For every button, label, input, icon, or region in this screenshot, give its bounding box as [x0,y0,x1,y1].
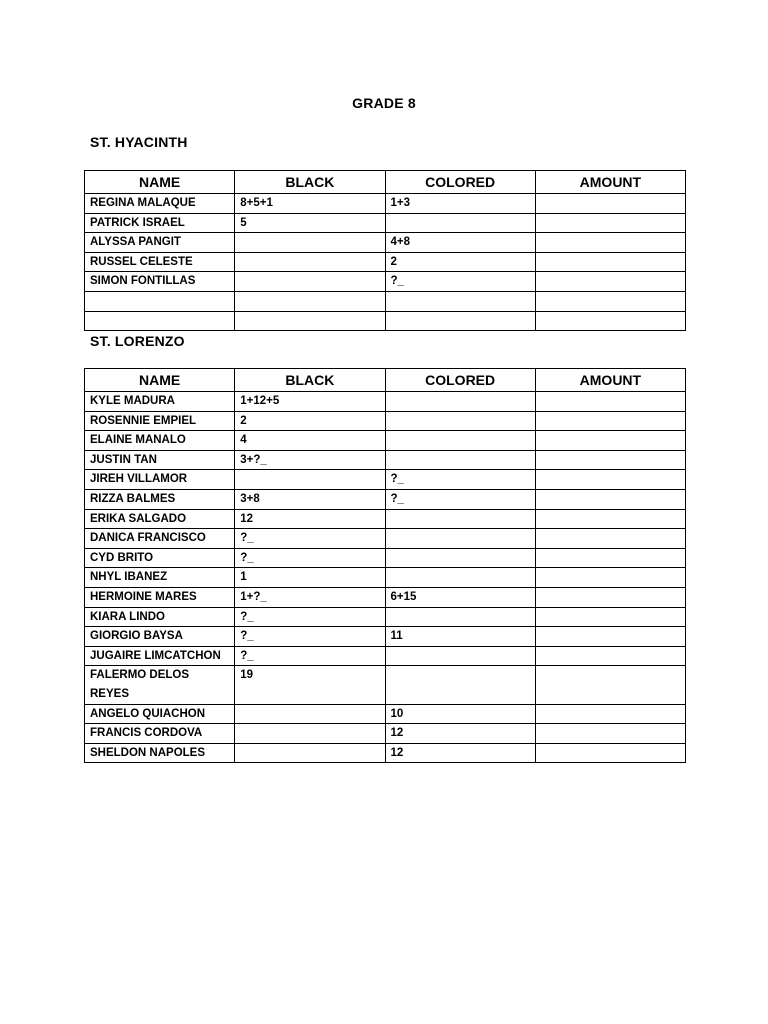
table-header [85,171,686,194]
cell-colored [385,311,535,331]
cell-colored: 6+15 [385,587,535,607]
cell-amount [535,392,685,412]
table-row [85,431,686,451]
cell-colored: ?_ [385,470,535,490]
cell-colored: 10 [385,704,535,724]
cell-amount [535,291,685,311]
cell-amount [535,646,685,666]
cell-black: 8+5+1 [235,194,385,214]
cell-name: JUSTIN TAN [85,450,235,470]
cell-black: 1+12+5 [235,392,385,412]
cell-black: 2 [235,411,385,431]
cell-amount [535,509,685,529]
cell-black: 3+?_ [235,450,385,470]
table-st-lorenzo [84,368,686,763]
table-row [85,252,686,272]
section-title-st-hyacinth: ST. HYACINTH [90,134,188,150]
cell-amount [535,568,685,588]
cell-colored [385,450,535,470]
cell-colored: ?_ [385,272,535,292]
cell-amount [535,489,685,509]
cell-black: 19 [235,666,385,704]
cell-black: ?_ [235,529,385,549]
cell-colored [385,431,535,451]
cell-colored: 12 [385,743,535,763]
table-row [85,311,686,331]
cell-amount [535,213,685,233]
table-row [85,646,686,666]
table-body [85,194,686,331]
cell-name [85,291,235,311]
table-row [85,666,686,704]
column-header-name: NAME [85,369,235,392]
column-header-black: BLACK [235,369,385,392]
table-row [85,233,686,253]
cell-amount [535,233,685,253]
table-row [85,489,686,509]
cell-colored [385,213,535,233]
cell-name: DANICA FRANCISCO [85,529,235,549]
cell-black [235,743,385,763]
cell-black [235,311,385,331]
table-row [85,291,686,311]
table-row [85,627,686,647]
cell-name: PATRICK ISRAEL [85,213,235,233]
cell-black: 1+?_ [235,587,385,607]
table-row [85,272,686,292]
table-row [85,392,686,412]
cell-name: NHYL IBANEZ [85,568,235,588]
cell-colored: ?_ [385,489,535,509]
cell-name: ALYSSA PANGIT [85,233,235,253]
table-row [85,411,686,431]
cell-name: RIZZA BALMES [85,489,235,509]
cell-amount [535,666,685,704]
cell-name: KYLE MADURA [85,392,235,412]
table-header [85,369,686,392]
cell-amount [535,724,685,744]
cell-amount [535,470,685,490]
cell-colored [385,666,535,704]
cell-amount [535,194,685,214]
cell-name: JIREH VILLAMOR [85,470,235,490]
cell-amount [535,431,685,451]
cell-amount [535,529,685,549]
cell-black [235,252,385,272]
cell-name: ERIKA SALGADO [85,509,235,529]
cell-colored [385,646,535,666]
cell-name: ANGELO QUIACHON [85,704,235,724]
table-row [85,743,686,763]
cell-black [235,233,385,253]
cell-amount [535,272,685,292]
cell-black: 12 [235,509,385,529]
column-header-name: NAME [85,171,235,194]
cell-black: ?_ [235,646,385,666]
cell-amount [535,311,685,331]
table-row [85,607,686,627]
cell-amount [535,743,685,763]
cell-colored [385,392,535,412]
cell-name: FRANCIS CORDOVA [85,724,235,744]
cell-name: GIORGIO BAYSA [85,627,235,647]
cell-colored [385,607,535,627]
table-row [85,470,686,490]
cell-amount [535,607,685,627]
cell-black: ?_ [235,607,385,627]
cell-black: 3+8 [235,489,385,509]
cell-colored: 4+8 [385,233,535,253]
cell-colored [385,291,535,311]
table-row [85,587,686,607]
cell-colored [385,548,535,568]
cell-colored: 1+3 [385,194,535,214]
cell-black: 5 [235,213,385,233]
cell-name: FALERMO DELOS REYES [85,666,235,704]
column-header-colored: COLORED [385,171,535,194]
cell-name: RUSSEL CELESTE [85,252,235,272]
table-row [85,529,686,549]
cell-name: REGINA MALAQUE [85,194,235,214]
table-row [85,568,686,588]
cell-colored [385,568,535,588]
cell-colored: 2 [385,252,535,272]
cell-amount [535,548,685,568]
cell-black [235,704,385,724]
cell-black: ?_ [235,627,385,647]
column-header-amount: AMOUNT [535,171,685,194]
column-header-black: BLACK [235,171,385,194]
cell-amount [535,704,685,724]
header-row [85,369,686,392]
column-header-colored: COLORED [385,369,535,392]
table-row [85,213,686,233]
cell-black [235,291,385,311]
cell-colored [385,411,535,431]
cell-name [85,311,235,331]
table-row [85,704,686,724]
cell-amount [535,627,685,647]
cell-name: ELAINE MANALO [85,431,235,451]
cell-name: HERMOINE MARES [85,587,235,607]
cell-amount [535,411,685,431]
cell-colored [385,529,535,549]
cell-name: KIARA LINDO [85,607,235,627]
cell-black [235,724,385,744]
cell-black: 4 [235,431,385,451]
table-row [85,548,686,568]
header-row [85,171,686,194]
column-header-amount: AMOUNT [535,369,685,392]
cell-name: SHELDON NAPOLES [85,743,235,763]
table-body [85,392,686,763]
cell-black: ?_ [235,548,385,568]
table-row [85,724,686,744]
cell-colored: 12 [385,724,535,744]
table-row [85,450,686,470]
cell-name: CYD BRITO [85,548,235,568]
cell-colored [385,509,535,529]
cell-amount [535,587,685,607]
document-title: GRADE 8 [352,95,416,111]
cell-name: JUGAIRE LIMCATCHON [85,646,235,666]
table-row [85,194,686,214]
cell-black: 1 [235,568,385,588]
table-row [85,509,686,529]
cell-amount [535,252,685,272]
cell-black [235,272,385,292]
cell-name: SIMON FONTILLAS [85,272,235,292]
cell-name: ROSENNIE EMPIEL [85,411,235,431]
cell-black [235,470,385,490]
cell-colored: 11 [385,627,535,647]
section-title-st-lorenzo: ST. LORENZO [90,333,185,349]
table-st-hyacinth [84,170,686,331]
cell-amount [535,450,685,470]
